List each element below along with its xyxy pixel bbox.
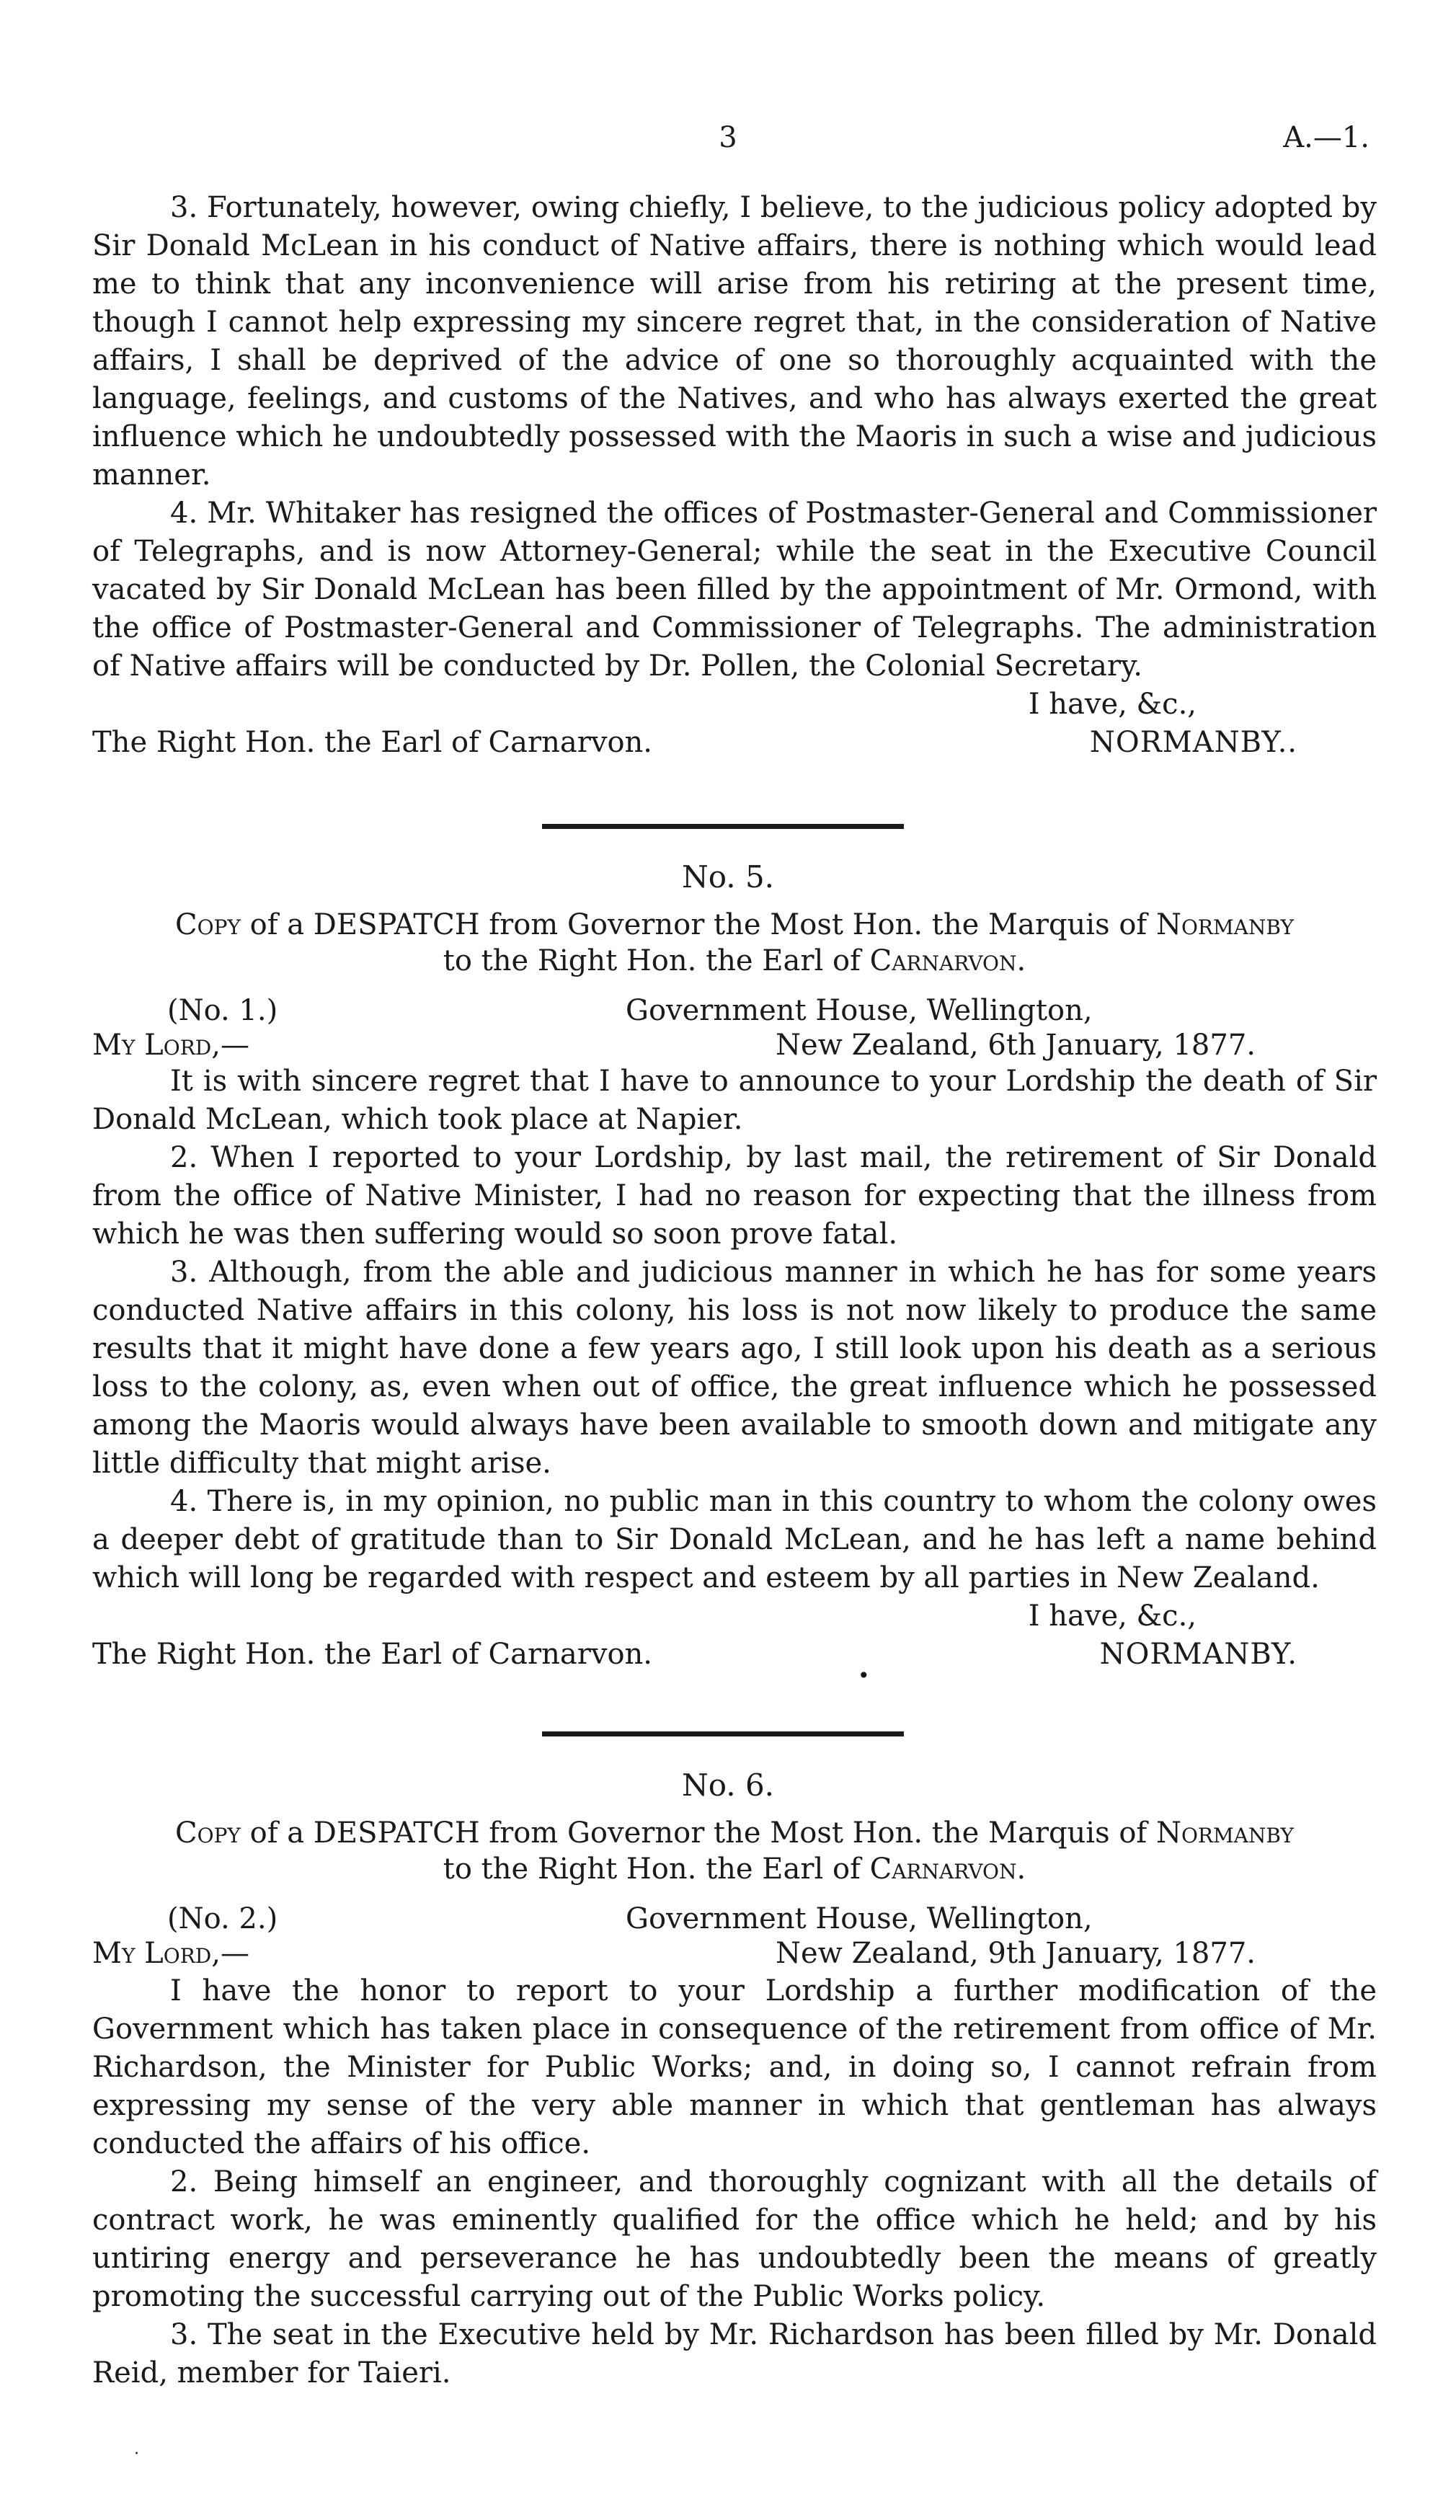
despatch-origin: Government House, Wellington, [626,1902,1093,1935]
despatch-origin: Government House, Wellington, [626,994,1093,1027]
document-reference: A.—1. [1283,121,1370,154]
salutation: My Lord,— [92,1029,249,1062]
stray-mark: • [858,1664,870,1687]
addressee: The Right Hon. the Earl of Carnarvon. [92,726,653,759]
paragraph: I have the honor to report to your Lordship a further modification of the Government which has taken place in consequence of the retirement from office of Mr. Richardson, the Minister for Public Works; and, in doing so, I cannot refrain from expressing my sense of the very able manner in which that gentleman has always conducted the affairs of his office. [92,1974,1377,2160]
despatch-number-title: No. 6. [681,1767,775,1803]
despatch-date: New Zealand, 9th January, 1877. [776,1937,1256,1970]
paragraph: 2. When I reported to your Lordship, by last mail, the retirement of Sir Donald from the office of Native Minister, I had no reason for expecting that the illness from which he was then suffering would so soon prove fatal. [92,1141,1377,1251]
closing-formula: I have, &c., [1028,688,1197,721]
closing-formula: I have, &c., [1028,1600,1197,1633]
section-divider [542,1731,904,1736]
despatch-number-title: No. 5. [681,859,775,895]
signature: NORMANBY.. [1089,726,1297,759]
despatch-body [92,1062,1377,1674]
despatch-address [92,993,1377,1065]
section-divider [542,824,904,829]
paragraph: It is with sincere regret that I have to announce to your Lordship the death of Sir Donald McLean, which took place at Napier. [92,1065,1377,1136]
despatch-address [92,1902,1377,1974]
despatch-heading: Copy of a DESPATCH from Governor the Most Hon. the Marquis of Normanby to the Right Hon. the Earl of Carnarvon. [175,1816,1294,1886]
despatch-heading: Copy of a DESPATCH from Governor the Most Hon. the Marquis of Normanby to the Right Hon. the Earl of Carnarvon. [175,908,1294,977]
despatch-body [92,1972,1377,2392]
despatch-date: New Zealand, 6th January, 1877. [776,1029,1256,1062]
paragraph: 3. Fortunately, however, owing chiefly, I believe, to the judicious policy adopted by Sir Donald McLean in his conduct of Native affairs, there is nothing which would lead me to think that any inconvenience will arise from his retiring at the present time, though I cannot help expressing my sincere regret that, in the consideration of Native affairs, I shall be deprived of the advice of one so thoroughly acquainted with the language, feelings, and customs of the Natives, and who has always exerted the great influence which he undoubtedly possessed with the Maoris in such a wise and judicious manner. [92,191,1377,492]
signature: NORMANBY. [1099,1638,1297,1671]
paragraph: 3. The seat in the Executive held by Mr. Richardson has been filled by Mr. Donald Reid, member for Taieri. [92,2318,1377,2390]
despatch-ref-number: (No. 1.) [167,994,278,1027]
paragraph: 3. Although, from the able and judicious manner in which he has for some years conducted Native affairs in this colony, his loss is not now likely to produce the same results that it might have done a few years ago, I still look upon his death as a serious loss to the colony, as, even when out of office, the great influence which he possessed among the Maoris would always have been available to smooth down and mitigate any little difficulty that might arise. [92,1256,1377,1480]
salutation: My Lord,— [92,1937,249,1970]
despatch-ref-number: (No. 2.) [167,1902,278,1935]
paragraph: 4. There is, in my opinion, no public man in this country to whom the colony owes a deeper debt of gratitude than to Sir Donald McLean, and he has left a name behind which will long be regarded with respect and esteem by all parties in New Zealand. [92,1485,1377,1594]
addressee: The Right Hon. the Earl of Carnarvon. [92,1638,653,1671]
paragraph: 4. Mr. Whitaker has resigned the offices of Postmaster-General and Commissioner of Telegraphs, and is now Attorney-General; while the seat in the Executive Council vacated by Sir Donald McLean has been filled by the appointment of Mr. Ormond, with the office of Postmaster-General and Commissioner of Telegraphs. The administration of Native affairs will be conducted by Dr. Pollen, the Colonial Secretary. [92,497,1377,683]
stray-mark: · [134,2445,139,2463]
letter-closing [92,1597,1377,1674]
paragraph: 2. Being himself an engineer, and thoroughly cognizant with all the details of contract work, he was eminently qualified for the office which he held; and by his untiring energy and perseverance he has undoubtedly been the means of greatly promoting the successful carrying out of the Public Works policy. [92,2165,1377,2313]
page-number: 3 [719,121,737,154]
letter-closing [92,686,1377,762]
letter-4-continuation [92,189,1377,762]
